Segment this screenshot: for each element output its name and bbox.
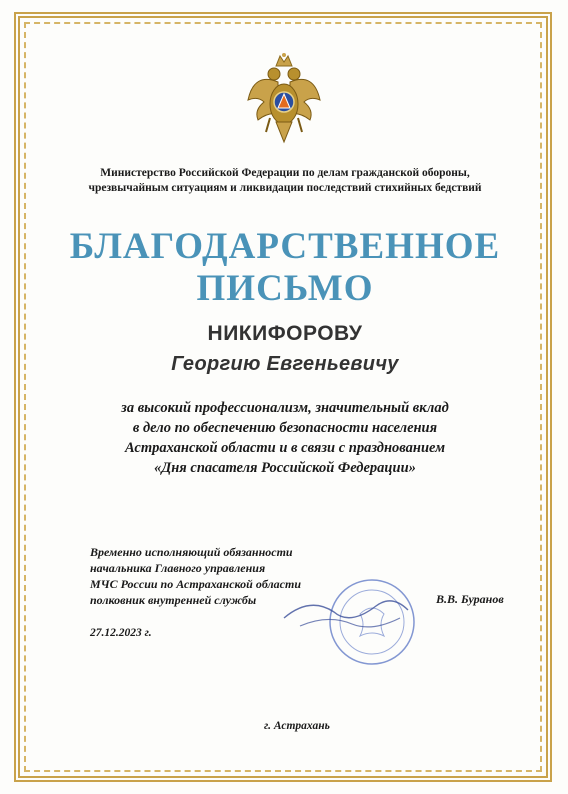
title-line-2: ПИСЬМО [196,268,374,309]
document-title [40,226,530,310]
signer-line-2: начальника Главного управления [90,561,266,575]
signer-line-4: полковник внутренней службы [90,593,257,607]
reason-line-1: за высокий профессионализм, значительный вклад [121,400,449,416]
ministry-line-1: Министерство Российской Федерации по делам гражданской обороны, [100,167,470,179]
signer-block [90,544,410,608]
reason-line-2: в дело по обеспечению безопасности населения [132,420,438,436]
ministry-line-2: чрезвычайным ситуациям и ликвидации последствий стихийных бедствий [88,182,482,194]
signer-line-1: Временно исполняющий обязанности [90,545,293,559]
document-city: г. Астрахань [264,720,330,732]
document-date: 27.12.2023 г. [90,627,152,639]
reason-line-4: «Дня спасателя Российской Федерации» [154,460,416,476]
ministry-heading [60,166,510,196]
award-reason [60,398,510,478]
emchs-eagle-emblem-icon [244,52,324,150]
recipient-surname: НИКИФОРОВУ [207,322,363,345]
reason-line-3: Астраханской области и в связи с празднованием [124,440,446,456]
signer-line-3: МЧС России по Астраханской области [90,577,302,591]
recipient-name: Георгию Евгеньевичу [171,353,399,375]
signer-name: В.В. Буранов [436,592,504,606]
title-line-1: БЛАГОДАРСТВЕННОЕ [69,226,501,267]
